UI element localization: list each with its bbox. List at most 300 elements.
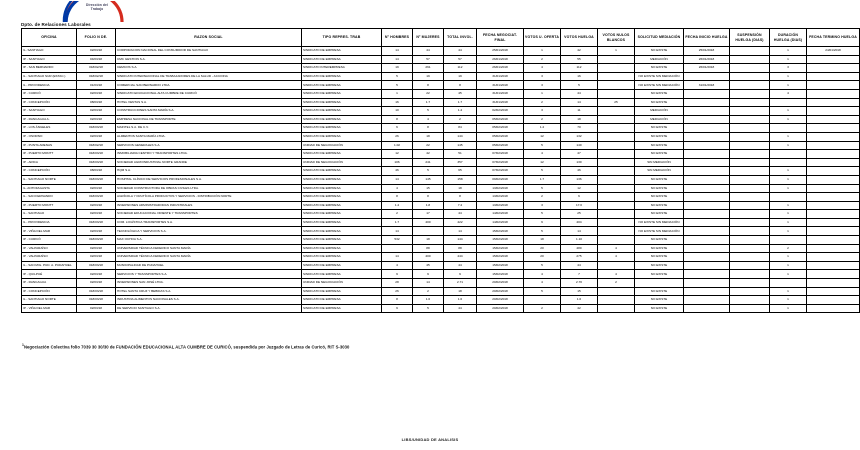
cell-r9-c5: 8 <box>413 124 444 133</box>
cell-r30-c3: SINDICATO DE EMPRESA <box>302 304 382 313</box>
cell-r27-c5: 14 <box>413 279 444 288</box>
cell-r20-c12 <box>684 218 730 227</box>
cell-r24-c2: UNIVERSIDAD TÉCNICA FEDERICO SANTA MARÍA <box>116 253 302 262</box>
cell-r28-c8: 5 <box>524 287 561 296</box>
cell-r25-c1: 018/03/18 <box>77 261 116 270</box>
cell-r0-c6: 44 <box>444 47 477 56</box>
cell-r8-c2: EMPRESA NACIONAL DE TRANSPORTE <box>116 115 302 124</box>
cell-r30-c11: NO EXISTE <box>635 304 684 313</box>
cell-r12-c2: INMOBILIARIA CENTRO Y TRANSPORTES LTDA. <box>116 150 302 159</box>
cell-r14-c13 <box>730 167 770 176</box>
cell-r3-c13 <box>730 72 770 81</box>
cell-r6-c0: IP - CONCEPCIÓN <box>22 98 77 107</box>
cell-r4-c7: 31/01/2018 <box>477 81 524 90</box>
table-row <box>22 124 860 133</box>
cell-r0-c5: 44 <box>413 47 444 56</box>
cell-r23-c12 <box>684 244 730 253</box>
cell-r17-c6: 8 <box>444 193 477 202</box>
column-header-4: N° HOMBRES <box>382 29 413 47</box>
cell-r23-c10: 4 <box>598 244 635 253</box>
cell-r18-c4: 1.4 <box>382 201 413 210</box>
cell-r11-c14: 1 <box>770 141 807 150</box>
cell-r25-c7: 15/02/2018 <box>477 261 524 270</box>
cell-r15-c15 <box>807 175 860 184</box>
cell-r13-c14 <box>770 158 807 167</box>
cell-r7-c11: MEDIACIÓN <box>635 107 684 116</box>
cell-r12-c4: 12 <box>382 150 413 159</box>
cell-r24-c1: 02/03/18 <box>77 253 116 262</box>
cell-r3-c6: 19 <box>444 72 477 81</box>
table-row <box>22 184 860 193</box>
cell-r5-c9: 44 <box>561 89 598 98</box>
cell-r25-c2: MUNICIPALIDAD DE PUDAHUEL <box>116 261 302 270</box>
cell-r30-c15 <box>807 304 860 313</box>
cell-r4-c3: SINDICATO DE EMPRESA <box>302 81 382 90</box>
cell-r3-c7: 31/01/2018 <box>477 72 524 81</box>
cell-r25-c6: 44 <box>444 261 477 270</box>
cell-r4-c0: IL - PROVIDENCIA <box>22 81 77 90</box>
footnote-marker: 1 <box>22 343 24 347</box>
cell-r7-c15 <box>807 107 860 116</box>
cell-r10-c14: 1 <box>770 132 807 141</box>
cell-r15-c5: 145 <box>413 175 444 184</box>
cell-r9-c9: 70 <box>561 124 598 133</box>
cell-r27-c3: UNIDAD DE NEGOCIACIÓN <box>302 279 382 288</box>
cell-r19-c1: 02/03/18 <box>77 210 116 219</box>
cell-r2-c0: IP - SAN BERNARDO <box>22 64 77 73</box>
cell-r25-c11: NO EXISTE <box>635 261 684 270</box>
table-row <box>22 64 860 73</box>
cell-r3-c1: 018/02/18 <box>77 72 116 81</box>
cell-r10-c13 <box>730 132 770 141</box>
cell-r30-c7: 20/02/2018 <box>477 304 524 313</box>
cell-r28-c10 <box>598 287 635 296</box>
cell-r30-c2: DE SERVICIO SANTIAGO S.A. <box>116 304 302 313</box>
cell-r15-c14: 1 <box>770 175 807 184</box>
cell-r29-c12 <box>684 296 730 305</box>
cell-r11-c12 <box>684 141 730 150</box>
cell-r5-c12 <box>684 89 730 98</box>
column-header-13: SUSPENSIÓN HUELGA (DIAS) <box>730 29 770 47</box>
cell-r1-c7: 26/01/2018 <box>477 55 524 64</box>
cell-r23-c0: IP - VALPARAÍSO <box>22 244 77 253</box>
cell-r22-c8: 18 <box>524 236 561 245</box>
cell-r4-c12: 31/01/2018 <box>684 81 730 90</box>
cell-r5-c7: 31/01/2018 <box>477 89 524 98</box>
cell-r4-c5: 8 <box>413 81 444 90</box>
cell-r4-c14: 1 <box>770 81 807 90</box>
cell-r17-c4: 8 <box>382 193 413 202</box>
cell-r6-c1: 08/03/18 <box>77 98 116 107</box>
cell-r21-c3: SINDICATO DE EMPRESA <box>302 227 382 236</box>
column-header-9: VOTOS HUELGA <box>561 29 598 47</box>
cell-r11-c5: 22 <box>413 141 444 150</box>
cell-r13-c1: 018/03/18 <box>77 158 116 167</box>
cell-r12-c9: 47 <box>561 150 598 159</box>
cell-r2-c1: 018/02/18 <box>77 64 116 73</box>
cell-r12-c6: 51 <box>444 150 477 159</box>
cell-r5-c3: SINDICATO DE EMPRESA <box>302 89 382 98</box>
cell-r1-c12: 26/01/2018 <box>684 55 730 64</box>
cell-r20-c1: 018/03/18 <box>77 218 116 227</box>
cell-r14-c0: IP - CONCEPCIÓN <box>22 167 77 176</box>
cell-r3-c5: 19 <box>413 72 444 81</box>
logo-line-1: Dirección del <box>85 3 108 7</box>
cell-r22-c2: MAX OCHOA S.A. <box>116 236 302 245</box>
column-header-8: VOTOS U. OFERTA <box>524 29 561 47</box>
cell-r8-c5: 4 <box>413 115 444 124</box>
cell-r0-c14: 1 <box>770 47 807 56</box>
cell-r17-c10 <box>598 193 635 202</box>
cell-r29-c14: 1 <box>770 296 807 305</box>
cell-r27-c1: 02/03/18 <box>77 279 116 288</box>
cell-r16-c4: 4 <box>382 184 413 193</box>
cell-r8-c4: 8 <box>382 115 413 124</box>
cell-r4-c1: 01/03/18 <box>77 81 116 90</box>
cell-r16-c15 <box>807 184 860 193</box>
cell-r29-c6: 1.6 <box>444 296 477 305</box>
cell-r10-c9: 132 <box>561 132 598 141</box>
cell-r12-c1: 018/03/18 <box>77 150 116 159</box>
cell-r16-c3: SINDICATO DE EMPRESA <box>302 184 382 193</box>
cell-r28-c13 <box>730 287 770 296</box>
cell-r18-c0: IP - PUERTO MONTT <box>22 201 77 210</box>
cell-r20-c6: 422 <box>444 218 477 227</box>
cell-r1-c13 <box>730 55 770 64</box>
table-row <box>22 244 860 253</box>
table-row <box>22 132 860 141</box>
logo-line-2: Trabajo <box>90 7 104 12</box>
cell-r29-c7: 20/02/2018 <box>477 296 524 305</box>
table-row <box>22 279 860 288</box>
cell-r12-c3: SINDICATO DE EMPRESA <box>302 150 382 159</box>
table-row <box>22 141 860 150</box>
cell-r23-c3: SINDICATO DE EMPRESA <box>302 244 382 253</box>
cell-r15-c4: 14 <box>382 175 413 184</box>
cell-r9-c14 <box>770 124 807 133</box>
cell-r13-c7: 07/02/2018 <box>477 158 524 167</box>
cell-r7-c5: 5 <box>413 107 444 116</box>
cell-r30-c9: 42 <box>561 304 598 313</box>
cell-r2-c13 <box>730 64 770 73</box>
column-header-14: DURACIÓN HUELGA (DIAS) <box>770 29 807 47</box>
cell-r1-c2: CMC GESTION S.A. <box>116 55 302 64</box>
cell-r7-c6: 1.4 <box>444 107 477 116</box>
cell-r7-c0: IP - SANTIAGO <box>22 107 77 116</box>
cell-r13-c8: 12 <box>524 158 561 167</box>
cell-r11-c6: 145 <box>444 141 477 150</box>
cell-r22-c5: 18 <box>413 236 444 245</box>
cell-r15-c8: 1.7 <box>524 175 561 184</box>
cell-r14-c8: 5 <box>524 167 561 176</box>
cell-r2-c5: 261 <box>413 64 444 73</box>
cell-r2-c2: CEMCOS S.A. <box>116 64 302 73</box>
cell-r29-c10 <box>598 296 635 305</box>
cell-r25-c10 <box>598 261 635 270</box>
table-row <box>22 158 860 167</box>
cell-r7-c13 <box>730 107 770 116</box>
cell-r22-c9: 1.10 <box>561 236 598 245</box>
cell-r14-c1: 08/03/18 <box>77 167 116 176</box>
cell-r19-c12 <box>684 210 730 219</box>
logo-text <box>77 3 117 12</box>
cell-r28-c5: 2 <box>413 287 444 296</box>
cell-r17-c2: AGRÍCOLA Y FRUTÍCOLA PRODUCTOS Y SERVICIOS - DISTRIBUCIÓN NORTE <box>116 193 302 202</box>
cell-r28-c1: 018/03/18 <box>77 287 116 296</box>
cell-r13-c6: 357 <box>444 158 477 167</box>
table-row <box>22 55 860 64</box>
cell-r3-c4: 5 <box>382 72 413 81</box>
footnote-text: Negociación Colectiva folio 7039 30 30/30 de FUNDACIÓN EDUCACIONAL ALTA CUMBRE DE CURICÓ, suspendida por Juzgado de Letras de Curicó, RIT S-3030 <box>23 344 350 350</box>
cell-r6-c6: 1.7 <box>444 98 477 107</box>
cell-r0-c13 <box>730 47 770 56</box>
cell-r12-c8: 4 <box>524 150 561 159</box>
table-row <box>22 218 860 227</box>
cell-r1-c1: 04/03/18 <box>77 55 116 64</box>
cell-r1-c11: MEDIACIÓN <box>635 55 684 64</box>
cell-r10-c6: 144 <box>444 132 477 141</box>
cell-r19-c14: 1 <box>770 210 807 219</box>
cell-r21-c15 <box>807 227 860 236</box>
cell-r19-c10 <box>598 210 635 219</box>
cell-r2-c4: 19 <box>382 64 413 73</box>
cell-r4-c10 <box>598 81 635 90</box>
cell-r20-c11: NO EXISTE SIN MEDIACIÓN <box>635 218 684 227</box>
cell-r23-c7: 15/02/2018 <box>477 244 524 253</box>
cell-r17-c0: IL - SAN FERNANDO <box>22 193 77 202</box>
cell-r16-c14: 1 <box>770 184 807 193</box>
table-row <box>22 236 860 245</box>
table-row <box>22 47 860 56</box>
cell-r6-c4: 16 <box>382 98 413 107</box>
cell-r14-c15 <box>807 167 860 176</box>
cell-r7-c9: 11 <box>561 107 598 116</box>
cell-r14-c7: 07/02/2018 <box>477 167 524 176</box>
cell-r4-c11: NO EXISTE SIN MEDIACIÓN <box>635 81 684 90</box>
cell-r23-c9: 480 <box>561 244 598 253</box>
cell-r13-c0: IP - ARICA <box>22 158 77 167</box>
cell-r11-c10 <box>598 141 635 150</box>
cell-r18-c6: 7.4 <box>444 201 477 210</box>
cell-r21-c11: NO EXISTE SIN MEDIACIÓN <box>635 227 684 236</box>
cell-r0-c7: 25/01/2018 <box>477 47 524 56</box>
cell-r5-c0: IP - CURICÓ <box>22 89 77 98</box>
cell-r0-c3: SINDICATO DE EMPRESA <box>302 47 382 56</box>
cell-r0-c12: 25/01/2018 <box>684 47 730 56</box>
cell-r24-c7: 15/02/2018 <box>477 253 524 262</box>
table-row <box>22 201 860 210</box>
cell-r8-c6: 2 <box>444 115 477 124</box>
cell-r10-c0: IP - OSORNO <box>22 132 77 141</box>
column-header-7: FECHA NEGOCIAT. FINAL <box>477 29 524 47</box>
cell-r6-c7: 31/01/2018 <box>477 98 524 107</box>
cell-r4-c9: 5 <box>561 81 598 90</box>
cell-r25-c8: 5 <box>524 261 561 270</box>
cell-r16-c10 <box>598 184 635 193</box>
cell-r21-c12 <box>684 227 730 236</box>
cell-r1-c14: 1 <box>770 55 807 64</box>
cell-r22-c10 <box>598 236 635 245</box>
cell-r14-c9: 46 <box>561 167 598 176</box>
cell-r20-c14: 1 <box>770 218 807 227</box>
cell-r3-c3: SINDICATO DE EMPRESA <box>302 72 382 81</box>
cell-r21-c5 <box>413 227 444 236</box>
cell-r8-c8: 2 <box>524 115 561 124</box>
cell-r23-c4 <box>382 244 413 253</box>
cell-r3-c2: SINDICATO INTERNACIONAL DE TRABAJADORES DE LA SALUD - ACCIONA <box>116 72 302 81</box>
cell-r27-c11 <box>635 279 684 288</box>
cell-r28-c12 <box>684 287 730 296</box>
cell-r5-c8: 1 <box>524 89 561 98</box>
cell-r16-c13 <box>730 184 770 193</box>
cell-r9-c4: 6 <box>382 124 413 133</box>
column-header-5: N° MUJERES <box>413 29 444 47</box>
cell-r10-c3: SINDICATO DE EMPRESA <box>302 132 382 141</box>
cell-r7-c8: 3 <box>524 107 561 116</box>
table-row <box>22 193 860 202</box>
table-row <box>22 296 860 305</box>
cell-r18-c2: INVERSIONES ADMINISTRADORAS INDUSTRIALES <box>116 201 302 210</box>
cell-r10-c1: 02/03/18 <box>77 132 116 141</box>
cell-r16-c7: 13/02/2018 <box>477 184 524 193</box>
cell-r9-c8: 1.4 <box>524 124 561 133</box>
cell-r16-c2: SOCIEDAD CONSTRUCTORA DE OBRAS CIVILES LTDA. <box>116 184 302 193</box>
cell-r9-c12 <box>684 124 730 133</box>
cell-r18-c9: 17.0 <box>561 201 598 210</box>
cell-r20-c7: 14/02/2018 <box>477 218 524 227</box>
cell-r30-c0: IP - VIÑA DEL MAR <box>22 304 77 313</box>
cell-r29-c15 <box>807 296 860 305</box>
cell-r27-c14 <box>770 279 807 288</box>
cell-r21-c8: 5 <box>524 227 561 236</box>
cell-r4-c6: 8 <box>444 81 477 90</box>
table-row <box>22 261 860 270</box>
cell-r22-c3: SINDICATO DE EMPRESA <box>302 236 382 245</box>
cell-r13-c13 <box>730 158 770 167</box>
cell-r22-c11: NO EXISTE <box>635 236 684 245</box>
cell-r29-c9: 1.6 <box>561 296 598 305</box>
cell-r23-c8: 20 <box>524 244 561 253</box>
cell-r1-c6: 57 <box>444 55 477 64</box>
cell-r6-c11: NO EXISTE <box>635 98 684 107</box>
cell-r26-c8: 4 <box>524 270 561 279</box>
cell-r6-c5: 1.7 <box>413 98 444 107</box>
cell-r16-c1: 02/03/18 <box>77 184 116 193</box>
cell-r20-c13 <box>730 218 770 227</box>
cell-r18-c5: 1.8 <box>413 201 444 210</box>
cell-r17-c13 <box>730 193 770 202</box>
header-row <box>22 29 860 47</box>
column-header-11: SOLICITUD MEDIACIÓN <box>635 29 684 47</box>
cell-r1-c9: 55 <box>561 55 598 64</box>
column-header-3: TIPO REPRES. TRAB <box>302 29 382 47</box>
column-header-15: FECHA TERMINO HUELGA <box>807 29 860 47</box>
cell-r15-c13 <box>730 175 770 184</box>
cell-r6-c10: 25 <box>598 98 635 107</box>
cell-r19-c4: 2 <box>382 210 413 219</box>
cell-r5-c14: 4 <box>770 89 807 98</box>
cell-r21-c14: 1 <box>770 227 807 236</box>
table-row <box>22 72 860 81</box>
cell-r12-c13 <box>730 150 770 159</box>
cell-r26-c6: 9 <box>444 270 477 279</box>
cell-r28-c0: IP - CONCEPCIÓN <box>22 287 77 296</box>
department-title: Dpto. de Relaciones Laborales <box>21 22 91 27</box>
cell-r21-c6: 14 <box>444 227 477 236</box>
cell-r2-c6: 112 <box>444 64 477 73</box>
cell-r15-c7: 09/02/2018 <box>477 175 524 184</box>
cell-r20-c5: 400 <box>413 218 444 227</box>
cell-r26-c1: 02/03/18 <box>77 270 116 279</box>
cell-r19-c13 <box>730 210 770 219</box>
cell-r24-c8: 20 <box>524 253 561 262</box>
cell-r1-c8: 2 <box>524 55 561 64</box>
cell-r16-c11: NO EXISTE <box>635 184 684 193</box>
cell-r7-c1: 02/03/18 <box>77 107 116 116</box>
cell-r16-c0: IL- ANTOFAGASTA <box>22 184 77 193</box>
cell-r4-c4: 5 <box>382 81 413 90</box>
cell-r9-c3: SINDICATO DE EMPRESA <box>302 124 382 133</box>
cell-r24-c0: IP - VALPARAÍSO <box>22 253 77 262</box>
cell-r26-c13 <box>730 270 770 279</box>
cell-r2-c7: 26/01/2018 <box>477 64 524 73</box>
cell-r30-c8: 2 <box>524 304 561 313</box>
cell-r8-c12 <box>684 115 730 124</box>
cell-r30-c6: 44 <box>444 304 477 313</box>
cell-r26-c3: SINDICATO DE EMPRESA <box>302 270 382 279</box>
cell-r24-c11: NO EXISTE <box>635 253 684 262</box>
cell-r1-c10 <box>598 55 635 64</box>
cell-r24-c6: 444 <box>444 253 477 262</box>
cell-r14-c10 <box>598 167 635 176</box>
cell-r8-c13 <box>730 115 770 124</box>
cell-r22-c0: IP - CURICÓ <box>22 236 77 245</box>
cell-r19-c8: 5 <box>524 210 561 219</box>
cell-r15-c3: SINDICATO DE EMPRESA <box>302 175 382 184</box>
cell-r7-c2: CONSTRUCCIONES SANTA MARÍA S.A. <box>116 107 302 116</box>
cell-r29-c5: 1.6 <box>413 296 444 305</box>
cell-r27-c8: 4 <box>524 279 561 288</box>
cell-r0-c8: 1 <box>524 47 561 56</box>
cell-r11-c8: 5 <box>524 141 561 150</box>
table-row <box>22 98 860 107</box>
cell-r26-c15 <box>807 270 860 279</box>
cell-r18-c3: SINDICATO DE EMPRESA <box>302 201 382 210</box>
cell-r18-c13 <box>730 201 770 210</box>
cell-r11-c9: 140 <box>561 141 598 150</box>
cell-r14-c5: 5 <box>413 167 444 176</box>
cell-r26-c7: 15/02/2018 <box>477 270 524 279</box>
page-footer: LIBS/UNIDAD DE ANALISIS <box>401 437 459 442</box>
cell-r17-c8: 2 <box>524 193 561 202</box>
cell-r25-c4: 4 <box>382 261 413 270</box>
cell-r26-c2: SERVICIOS Y TRANSPORTES S.A. <box>116 270 302 279</box>
cell-r12-c5: 42 <box>413 150 444 159</box>
cell-r29-c1: 018/03/18 <box>77 296 116 305</box>
cell-r29-c13 <box>730 296 770 305</box>
column-header-6: TOTAL INVOL. <box>444 29 477 47</box>
cell-r30-c4: 9 <box>382 304 413 313</box>
cell-r22-c1: 018/03/18 <box>77 236 116 245</box>
cell-r2-c3: SINDICATO INTEREMPRESA <box>302 64 382 73</box>
cell-r24-c14: 1 <box>770 253 807 262</box>
cell-r9-c2: MAINTEL S.A. DE C.V. <box>116 124 302 133</box>
cell-r15-c11: NO EXISTE <box>635 175 684 184</box>
cell-r21-c7: 15/02/2018 <box>477 227 524 236</box>
cell-r6-c2: HOTEL VENTAS S.A. <box>116 98 302 107</box>
cell-r15-c12 <box>684 175 730 184</box>
cell-r9-c0: IP - LOS ÁNGELES <box>22 124 77 133</box>
